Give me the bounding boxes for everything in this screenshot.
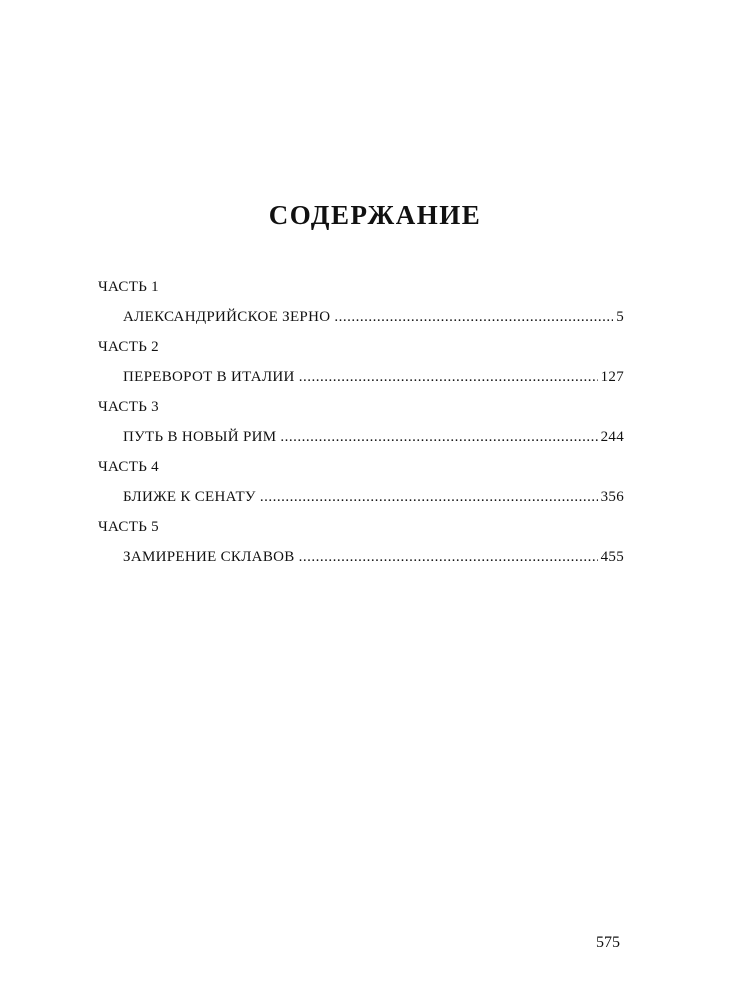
chapter-title: ПУТЬ В НОВЫЙ РИМ [123,429,277,445]
page-number: 5 [616,309,624,325]
part-heading: ЧАСТЬ 2 [98,339,159,355]
dot-leader [280,422,597,452]
page-folio: 575 [596,934,620,951]
toc-entry [123,542,624,572]
table-of-contents [98,272,624,572]
toc-entry [123,362,624,392]
page-number: 244 [600,429,624,445]
chapter-title: БЛИЖЕ К СЕНАТУ [123,489,256,505]
page-number: 356 [600,489,624,505]
page-number: 127 [600,369,624,385]
page-title: СОДЕРЖАНИЕ [268,200,482,230]
page-number: 455 [600,549,624,565]
part-heading: ЧАСТЬ 3 [98,399,159,415]
part-heading: ЧАСТЬ 5 [98,519,159,535]
dot-leader [299,542,598,572]
chapter-title: ЗАМИРЕНИЕ СКЛАВОВ [123,549,295,565]
part-heading: ЧАСТЬ 4 [98,459,159,475]
toc-entry [123,302,624,332]
toc-entry [123,482,624,512]
dot-leader [299,362,598,392]
dot-leader [260,482,598,512]
toc-entry [123,422,624,452]
dot-leader [334,302,613,332]
part-heading: ЧАСТЬ 1 [98,279,159,295]
chapter-title: АЛЕКСАНДРИЙСКОЕ ЗЕРНО [123,309,331,325]
chapter-title: ПЕРЕВОРОТ В ИТАЛИИ [123,369,295,385]
